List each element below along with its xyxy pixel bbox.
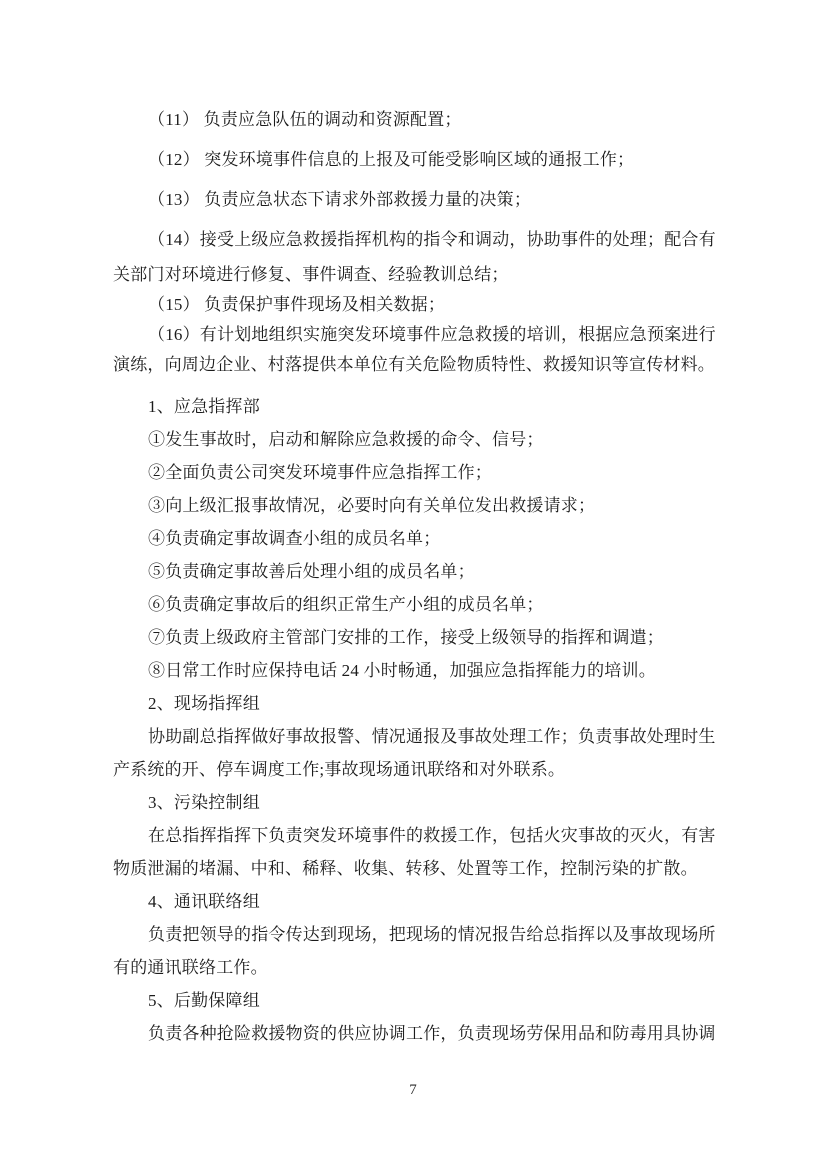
text-line: ⑤负责确定事故善后处理小组的成员名单； — [148, 562, 475, 581]
text-line: ④负责确定事故调查小组的成员名单； — [148, 529, 441, 548]
text-line: 2、现场指挥组 — [148, 694, 260, 713]
text-line: ⑧日常工作时应保持电话 24 小时畅通，加强应急指挥能力的培训。 — [148, 661, 656, 680]
text-line: （12） 突发环境事件信息的上报及可能受影响区域的通报工作； — [148, 150, 635, 169]
text-line: （15） 负责保护事件现场及相关数据； — [148, 295, 446, 314]
text-line: （14）接受上级应急救援指挥机构的指令和调动，协助事件的处理；配合有 — [148, 230, 716, 249]
text-line: 4、通讯联络组 — [148, 892, 260, 911]
text-line: 负责各种抢险救援物资的供应协调工作，负责现场劳保用品和防毒用具协调 — [148, 1024, 716, 1043]
text-line: 物质泄漏的堵漏、中和、稀释、收集、转移、处置等工作，控制污染的扩散。 — [113, 859, 698, 878]
text-line: 在总指挥指挥下负责突发环境事件的救援工作，包括火灾事故的灭火，有害 — [148, 826, 716, 845]
text-line: （11） 负责应急队伍的调动和资源配置； — [148, 110, 462, 129]
text-line: ③向上级汇报事故情况，必要时向有关单位发出救援请求； — [148, 496, 596, 515]
body-text-block-teams-1-5 — [113, 390, 721, 1050]
text-line: 负责把领导的指令传达到现场，把现场的情况报告给总指挥以及事故现场所 — [148, 925, 716, 944]
body-text-block-duties-11-16 — [113, 100, 721, 380]
text-line: ⑥负责确定事故后的组织正常生产小组的成员名单； — [148, 595, 544, 614]
text-line: 1、应急指挥部 — [148, 397, 260, 416]
text-line: 产系统的开、停车调度工作;事故现场通讯联络和对外联系。 — [113, 760, 566, 779]
text-line: 5、后勤保障组 — [148, 991, 260, 1010]
text-line: ⑦负责上级政府主管部门安排的工作，接受上级领导的指挥和调遣； — [148, 628, 664, 647]
text-line: ②全面负责公司突发环境事件应急指挥工作； — [148, 463, 492, 482]
page-number: 7 — [409, 1082, 417, 1098]
text-line: 3、污染控制组 — [148, 793, 260, 812]
text-line: 演练，向周边企业、村落提供本单位有关危险物质特性、救援知识等宣传材料。 — [113, 355, 715, 374]
text-line: 协助副总指挥做好事故报警、情况通报及事故处理工作；负责事故处理时生 — [148, 727, 716, 746]
text-line: ①发生事故时，启动和解除应急救援的命令、信号； — [148, 430, 544, 449]
text-line: （13） 负责应急状态下请求外部救援力量的决策； — [148, 190, 532, 209]
text-line: （16）有计划地组织实施突发环境事件应急救援的培训，根据应急预案进行 — [148, 325, 716, 344]
text-line: 有的通讯联络工作。 — [113, 958, 268, 977]
text-line: 关部门对环境进行修复、事件调查、经验教训总结； — [113, 265, 509, 284]
